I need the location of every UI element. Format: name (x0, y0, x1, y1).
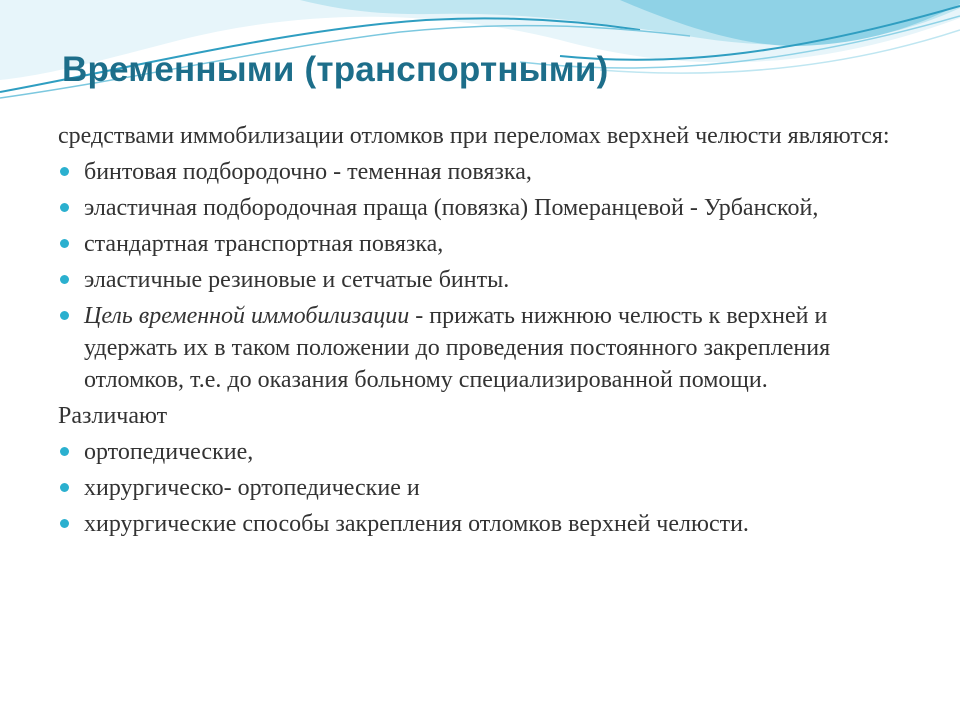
bullet-icon (60, 239, 69, 248)
distinguish-label: Различают (58, 403, 168, 429)
list-item (58, 264, 918, 296)
bullet-icon (60, 275, 69, 284)
bullet-icon (60, 519, 69, 528)
list-item (58, 472, 918, 504)
slide-title: Временными (транспортными) (62, 50, 609, 89)
list-item-text: хирургическо- ортопедические и (84, 475, 420, 501)
list-item-text: ортопедические, (84, 439, 254, 465)
bullet-icon (60, 483, 69, 492)
goal-text: - прижать нижнюю челюсть к верхней и удержать их в таком положении до проведения постоянного закрепления отломков, т.е. до оказания больному специализированной помощи. (84, 303, 831, 393)
bullet-icon (60, 447, 69, 456)
list-item (58, 228, 918, 260)
goal-item (58, 300, 918, 396)
list-item-text: эластичная подбородочная праща (повязка) Померанцевой - Урбанской, (84, 195, 819, 221)
list-item (58, 436, 918, 468)
list-item (58, 156, 918, 188)
bullet-icon (60, 203, 69, 212)
list-item-text: стандартная транспортная повязка, (84, 231, 444, 257)
bullet-icon (60, 167, 69, 176)
slide-content (58, 120, 918, 544)
list-item-text: хирургические способы закрепления отломков верхней челюсти. (84, 511, 749, 537)
list-item (58, 508, 918, 540)
goal-emphasis: Цель временной иммобилизации (84, 303, 410, 329)
list-item (58, 192, 918, 224)
list-item-text: эластичные резиновые и сетчатые бинты. (84, 267, 510, 293)
bullet-icon (60, 311, 69, 320)
intro-text: средствами иммобилизации отломков при переломах верхней челюсти являются: (58, 123, 890, 149)
list-item-text: бинтовая подбородочно - теменная повязка, (84, 159, 532, 185)
